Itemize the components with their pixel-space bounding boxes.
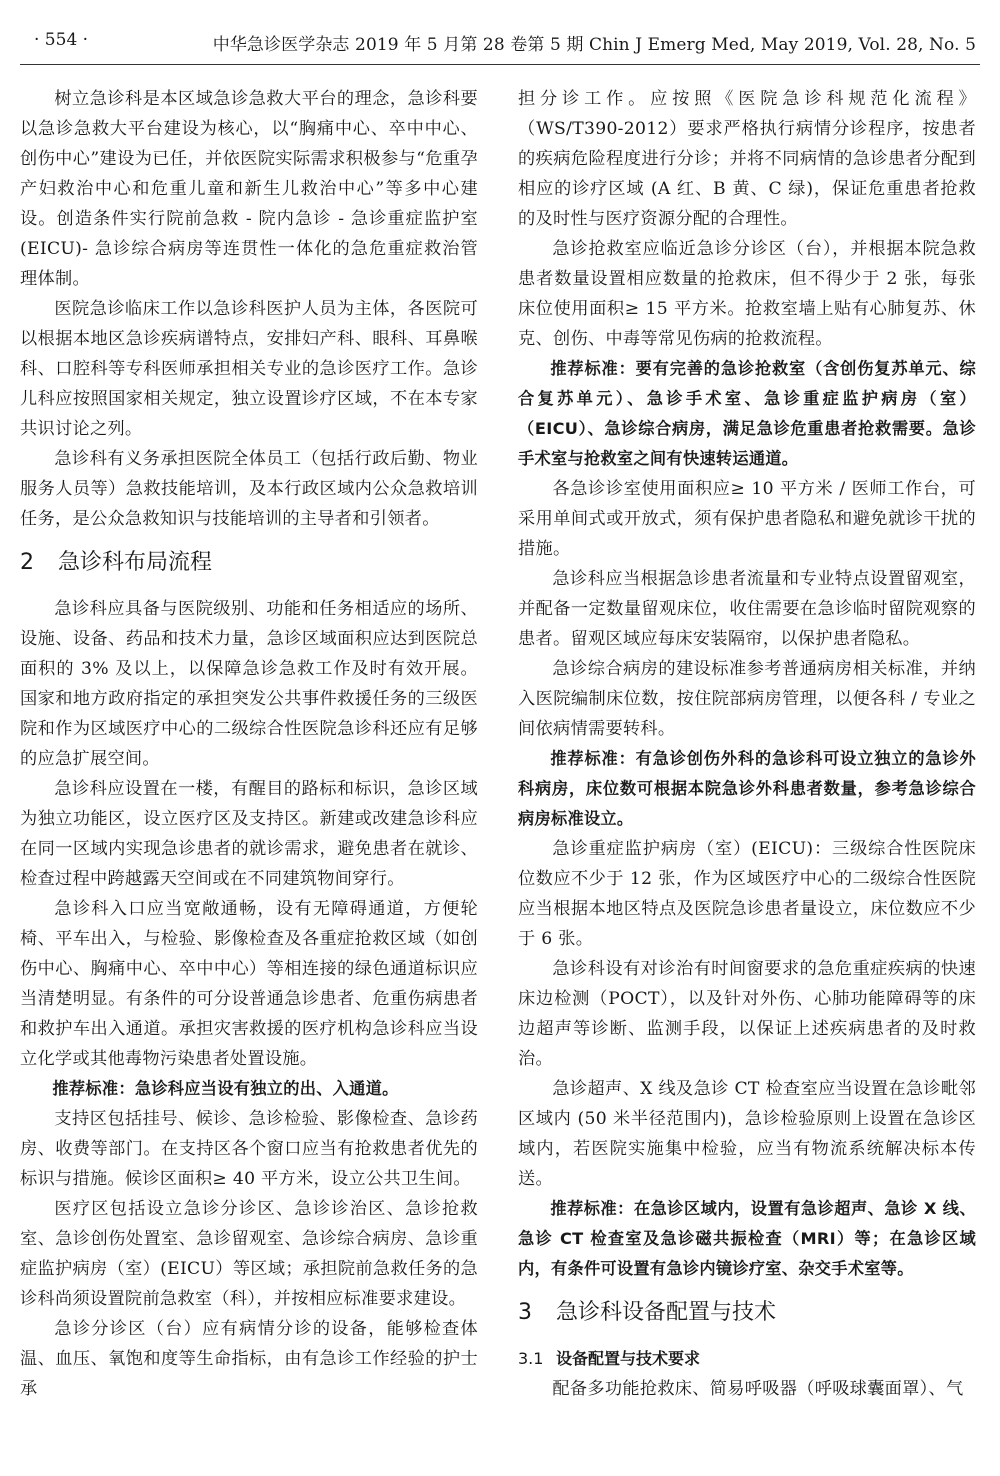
- paragraph: 配备多功能抢救床、简易呼吸器（呼吸球囊面罩）、气: [552, 1379, 964, 1399]
- paragraph: 各急诊诊室使用面积应≥ 10 平方米 / 医师工作台，可采用单间式或开放式，须有保护患者隐私和避免就诊干扰的措施。: [518, 479, 976, 559]
- paragraph: 急诊分诊区（台）应有病情分诊的设备，能够检查体温、血压、氧饱和度等生命指标，由有急诊工作经验的护士承: [20, 1319, 478, 1399]
- recommendation: 推荐标准：在急诊区域内，设置有急诊超声、急诊 X 线、急诊 CT 检查室及急诊磁共振检查（MRI）等；在急诊区域内，有条件可设置有急诊内镜诊疗室、杂交手术室等。: [518, 1199, 976, 1278]
- paragraph: 急诊科设有对诊治有时间窗要求的急危重症疾病的快速床边检测（POCT），以及针对外伤、心肺功能障碍等的床边超声等诊断、监测手段，以保证上述疾病患者的及时救治。: [518, 959, 976, 1069]
- paragraph: 急诊综合病房的建设标准参考普通病房相关标准，并纳入医院编制床位数，按住院部病房管理，以便各科 / 专业之间依病情需要转科。: [518, 659, 976, 739]
- page-header: [0, 0, 1000, 68]
- journal-citation: 中华急诊医学杂志 2019 年 5 月第 28 卷第 5 期 Chin J Emerg Med, May 2019, Vol. 28, No. 5: [212, 35, 976, 55]
- section-title: 急诊科设备配置与技术: [556, 1300, 777, 1325]
- header-rule: [20, 64, 980, 65]
- paragraph: 急诊超声、X 线及急诊 CT 检查室应当设置在急诊毗邻区域内 (50 米半径范围内)，急诊检验原则上设置在急诊区域内，若医院实施集中检验，应当有物流系统解决标本传送。: [518, 1079, 976, 1189]
- paragraph: 树立急诊科是本区域急诊急救大平台的理念，急诊科要以急诊急救大平台建设为核心，以“胸痛中心、卒中中心、创伤中心”建设为已任，并依医院实际需求积极参与“危重孕产妇救治中心和危重儿童和新生儿救治中心”等多中心建设。创造条件实行院前急救 - 院内急诊 - 急诊重症监护室 (EICU)- 急诊综合病房等连贯性一体化的急危重症救治管理体制。: [20, 89, 478, 289]
- recommendation: 推荐标准：要有完善的急诊抢救室（含创伤复苏单元、综合复苏单元）、急诊手术室、急诊重症监护病房（室）（EICU）、急诊综合病房，满足急诊危重患者抢救需要。急诊手术室与抢救室之间有快速转运通道。: [518, 359, 976, 468]
- recommendation: 推荐标准：急诊科应当设有独立的出、入通道。: [52, 1079, 399, 1098]
- subsection-title: 设备配置与技术要求: [556, 1349, 701, 1368]
- page-number: · 554 ·: [34, 30, 89, 50]
- paragraph: 急诊科应当根据急诊患者流量和专业特点设置留观室，并配备一定数量留观床位，收住需要在急诊临时留院观察的患者。留观区域应每床安装隔帘，以保护患者隐私。: [518, 569, 976, 649]
- section-heading-2: [20, 546, 478, 580]
- section-title: 急诊科布局流程: [58, 550, 213, 575]
- subsection-number: 3.1: [518, 1349, 544, 1368]
- section-number: 2: [20, 550, 34, 575]
- section-heading-3: [518, 1296, 976, 1330]
- subsection-heading: [518, 1344, 976, 1374]
- paragraph: 急诊科入口应当宽敞通畅，设有无障碍通道，方便轮椅、平车出入，与检验、影像检查及各重症抢救区域（如创伤中心、胸痛中心、卒中中心）等相连接的绿色通道标识应当清楚明显。有条件的可分设普通急诊患者、危重伤病患者和救护车出入通道。承担灾害救援的医疗机构急诊科应当设立化学或其他毒物污染患者处置设施。: [20, 899, 478, 1069]
- paragraph: 医院急诊临床工作以急诊科医护人员为主体，各医院可以根据本地区急诊疾病谱特点，安排妇产科、眼科、耳鼻喉科、口腔科等专科医师承担相关专业的急诊医疗工作。急诊儿科应按照国家相关规定，独立设置诊疗区域，不在本专家共识讨论之列。: [20, 299, 478, 439]
- paragraph: 急诊抢救室应临近急诊分诊区（台），并根据本院急救患者数量设置相应数量的抢救床，但不得少于 2 张，每张床位使用面积≥ 15 平方米。抢救室墙上贴有心肺复苏、休克、创伤、中毒等常见伤病的抢救流程。: [518, 239, 976, 349]
- paragraph: 急诊重症监护病房（室）(EICU)：三级综合性医院床位数应不少于 12 张，作为区域医疗中心的二级综合性医院应当根据本地区特点及医院急诊患者量设立，床位数应不少于 6 张。: [518, 839, 976, 949]
- recommendation: 推荐标准：有急诊创伤外科的急诊科可设立独立的急诊外科病房，床位数可根据本院急诊外科患者数量，参考急诊综合病房标准设立。: [518, 749, 976, 828]
- paragraph: 支持区包括挂号、候诊、急诊检验、影像检查、急诊药房、收费等部门。在支持区各个窗口应当有抢救患者优先的标识与措施。候诊区面积≥ 40 平方米，设立公共卫生间。: [20, 1109, 478, 1189]
- paragraph: 急诊科应具备与医院级别、功能和任务相适应的场所、设施、设备、药品和技术力量，急诊区域面积应达到医院总面积的 3% 及以上，以保障急诊急救工作及时有效开展。国家和地方政府指定的承担突发公共事件救援任务的三级医院和作为区域医疗中心的二级综合性医院急诊科还应有足够的应急扩展空间。: [20, 599, 478, 769]
- paragraph: 急诊科有义务承担医院全体员工（包括行政后勤、物业服务人员等）急救技能培训，及本行政区域内公众急救培训任务，是公众急救知识与技能培训的主导者和引领者。: [20, 449, 478, 529]
- paragraph: 担分诊工作。应按照《医院急诊科规范化流程》（WS/T390-2012）要求严格执行病情分诊程序，按患者的疾病危险程度进行分诊；并将不同病情的急诊患者分配到相应的诊疗区域 (A 红、B 黄、C 绿)，保证危重患者抢救的及时性与医疗资源分配的合理性。: [518, 89, 976, 229]
- section-number: 3: [518, 1300, 532, 1325]
- paragraph: 急诊科应设置在一楼，有醒目的路标和标识，急诊区域为独立功能区，设立医疗区及支持区。新建或改建急诊科应在同一区域内实现急诊患者的就诊需求，避免患者在就诊、检查过程中跨越露天空间或在不同建筑物间穿行。: [20, 779, 478, 889]
- paragraph: 医疗区包括设立急诊分诊区、急诊诊治区、急诊抢救室、急诊创伤处置室、急诊留观室、急诊综合病房、急诊重症监护病房（室）(EICU）等区域；承担院前急救任务的急诊科尚须设置院前急救室（科），并按相应标准要求建设。: [20, 1199, 478, 1309]
- right-column: [518, 84, 976, 1404]
- left-column: [20, 84, 478, 1404]
